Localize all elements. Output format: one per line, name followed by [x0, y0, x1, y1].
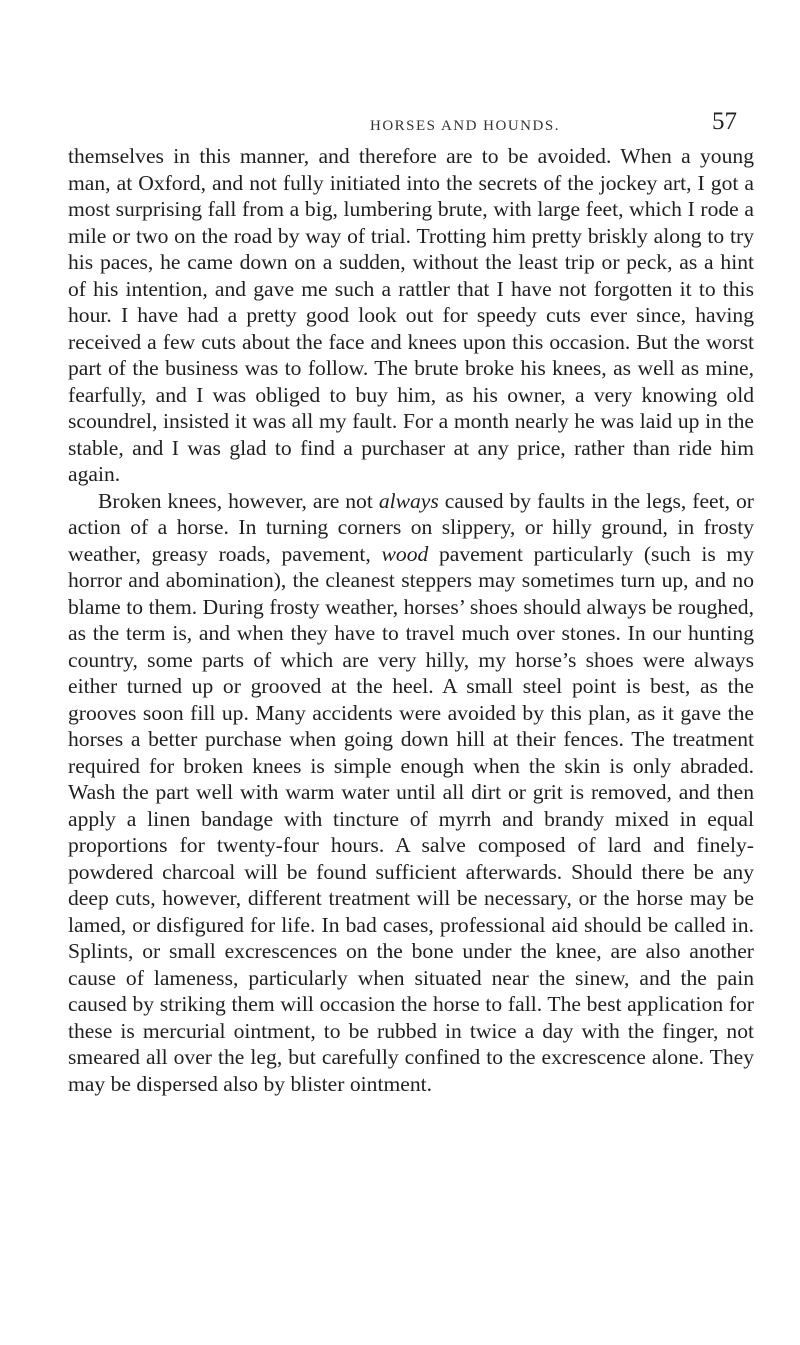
paragraph-text: caused by faults in the legs, feet, or action of a horse. In turning corners on slippery, or hilly ground, in frosty weather, greasy roads, pavement, — [68, 488, 754, 566]
paragraph-1 — [68, 143, 754, 488]
body-text — [68, 143, 754, 1097]
paragraph-text: Broken knees, however, are not — [98, 488, 379, 513]
emphasis-always: always — [378, 488, 439, 513]
running-head — [0, 108, 800, 142]
running-title: HORSES AND HOUNDS. — [370, 118, 560, 134]
emphasis-wood: wood — [381, 541, 429, 566]
paragraph-2 — [68, 488, 754, 1098]
paragraph-text: themselves in this manner, and therefore are to be avoided. When a young man, at Oxford, and not fully initiated into the secrets of the jockey art, I got a most surprising fall from a big, lumbering brute, with large feet, which I rode a mile or two on the road by way of trial. Trotting him pretty briskly along to try his paces, he came down on a sudden, without the least trip or peck, as a hint of his intention, and gave me such a rattler that I have not forgotten it to this hour. I have had a pretty good look out for speedy cuts ever since, having received a few cuts about the face and knees upon this occasion. But the worst part of the business was to follow. The brute broke his knees, as well as mine, fearfully, and I was obliged to buy him, as his owner, a very knowing old scoundrel, insisted it was all my fault. For a month nearly he was laid up in the stable, and I was glad to find a purchaser at any price, rather than ride him again. — [68, 144, 754, 486]
page-number: 57 — [712, 108, 737, 135]
paragraph-text: pavement particularly (such is my horror and abomination), the cleanest steppers may sometimes turn up, and no blame to them. During frosty weather, horses’ shoes should always be roughed, as the term is, and when they have to travel much over stones. In our hunting country, some parts of which are very hilly, my horse’s shoes were always either turned up or grooved at the heel. A small steel point is best, as the grooves soon fill up. Many accidents were avoided by this plan, as it gave the horses a better purchase when going down hill at their fences. The treatment required for broken knees is simple enough when the skin is only abraded. Wash the part well with warm water until all dirt or grit is removed, and then apply a linen bandage with tincture of myrrh and brandy mixed in equal proportions for twenty-four hours. A salve composed of lard and finely-powdered charcoal will be found sufficient afterwards. Should there be any deep cuts, however, different treatment will be necessary, or the horse may be lamed, or disfigured for life. In bad cases, professional aid should be called in. Splints, or small excrescences on the bone under the knee, are also another cause of lameness, particularly when situated near the sinew, and the pain caused by striking them will occasion the horse to fall. The best application for these is mercurial ointment, to be rubbed in twice a day with the finger, not smeared all over the leg, but carefully confined to the excrescence alone. They may be dispersed also by blister ointment. — [68, 541, 755, 1096]
